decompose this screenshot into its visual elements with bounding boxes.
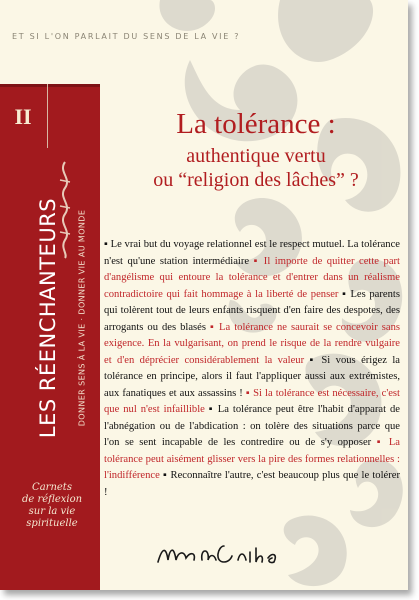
body-segment: ▪ La tolérance peut être l'habit d'apparat de l'abnégation ou de l'abdication : on tolère des situations parce que l'on se sent incapable de les contredire ou de s'y opposer (104, 404, 401, 448)
body-text (104, 237, 400, 501)
body-segment: ▪ La tolérance peut aisément glisser vers la pire des formes relationnelles : l'indifférence (104, 437, 400, 481)
series-title: LES RÉENCHANTEURS (36, 197, 60, 439)
series-subtitle: DONNER SENS À LA VIE · DONNER VIE AU MONDE (77, 209, 87, 427)
signature-text: Marke Cristo (222, 567, 228, 568)
body-segment: ▪ Reconnaître l'autre, c'est beaucoup plus que le tolérer ! (104, 470, 400, 498)
volume-number: II (14, 104, 32, 129)
subtitle-line-2: ou “religion des lâches” ? (153, 169, 359, 191)
book-title: La tolérance : (176, 108, 336, 140)
book-subtitle (108, 144, 404, 192)
collection-line: sur la vie (28, 506, 76, 517)
body-segment: ▪ Les parents qui tolèrent tout de leurs enfants risquent d'en faire des despotes, des arrogants ou des blasés (104, 288, 400, 333)
body-segment: ▪ Le vrai but du voyage relationnel est le respect mutuel. La tolérance n'est qu'une station intermédiaire (104, 239, 400, 267)
band-top-edge (0, 84, 100, 87)
collection-label (8, 482, 96, 530)
tagline: ET SI L'ON PARLAIT DU SENS DE LA VIE ? (12, 32, 241, 41)
body-segment: ▪ Si vous érigez la tolérance en principe, alors il faut l'appliquer aussi aux extrémistes, aux fanatiques et aux assassins ! (104, 354, 400, 399)
band-divider (47, 84, 48, 148)
body-segment: ▪ La tolérance ne saurait se concevoir sans exigence. En la vulgarisant, on prend le risque de la rendre vulgaire et d'en déprécier considérablement la valeur (104, 321, 400, 366)
subtitle-line-1: authentique vertu (186, 145, 326, 167)
body-segment: ▪ Il importe de quitter cette part d'angélisme qui entoure la tolérance et d'entrer dans un réalisme contradictoire qui fait hommage à la liberté de penser (104, 255, 400, 300)
collection-line: Carnets (32, 482, 72, 493)
collection-line: de réflexion (21, 494, 83, 505)
body-segment: ▪ Si la tolérance est nécessaire, c'est que nul n'est infaillible (104, 387, 400, 415)
collection-line: spirituelle (26, 518, 78, 529)
author-signature (150, 538, 300, 568)
